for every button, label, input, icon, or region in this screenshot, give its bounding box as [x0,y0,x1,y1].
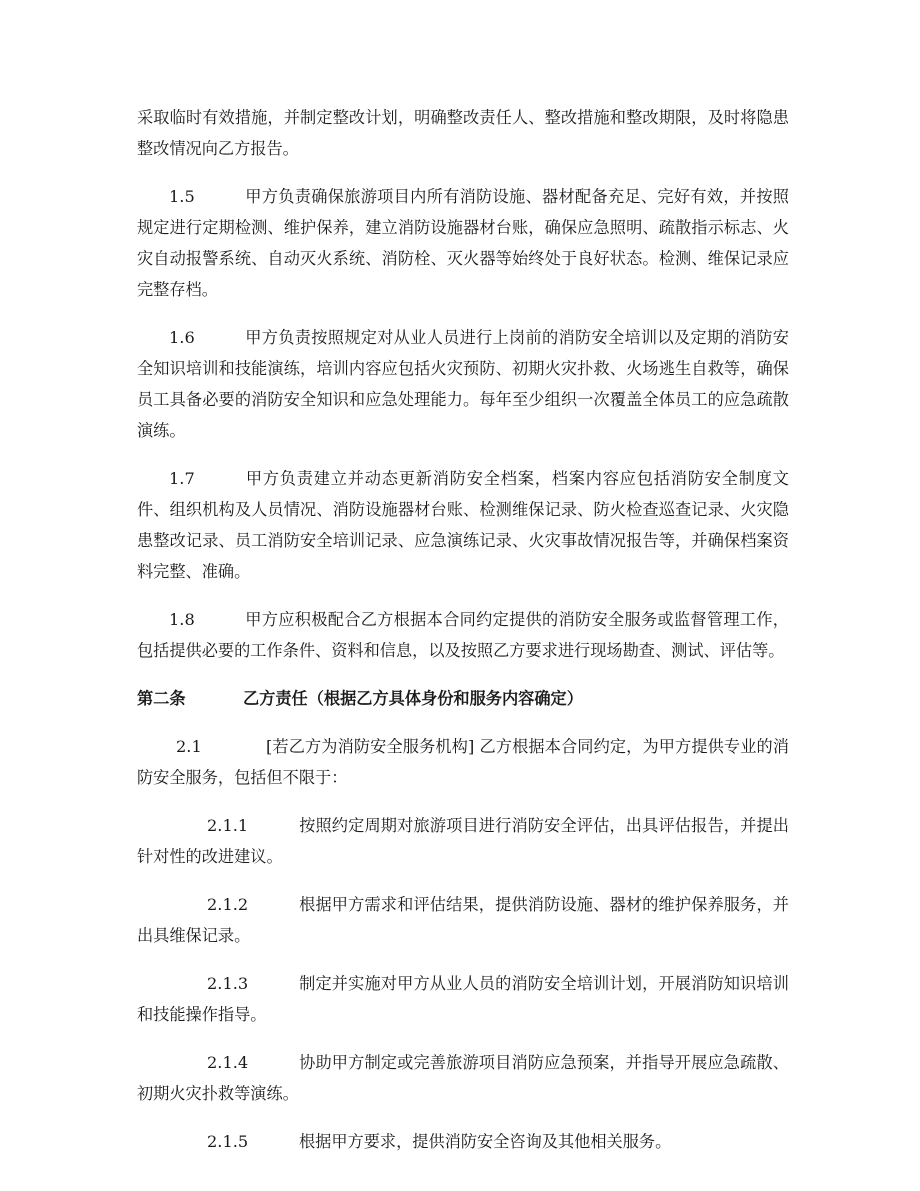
clause-number: 2.1.3 [207,974,249,993]
paragraph-text: 根据甲方要求，提供消防安全咨询及其他相关服务。 [299,1132,672,1151]
article-title: 乙方责任（根据乙方具体身份和服务内容确定） [243,689,583,708]
clause-number: 2.1 [176,737,202,756]
paragraph-1-7 [137,463,789,587]
item-2-1-4 [137,1047,789,1109]
paragraph-text: 甲方应积极配合乙方根据本合同约定提供的消防安全服务或监督管理工作，包括提供必要的工作条件、资料和信息，以及按照乙方要求进行现场勘查、测试、评估等。 [137,610,789,660]
clause-number: 1.8 [169,610,195,629]
item-2-1-1 [137,810,789,872]
paragraph-text: 协助甲方制定或完善旅游项目消防应急预案，并指导开展应急疏散、初期火灾扑救等演练。 [137,1053,789,1103]
paragraph-continued [137,102,789,164]
clause-number: 1.6 [169,328,195,347]
article-heading [137,683,789,714]
item-2-1-3 [137,968,789,1030]
paragraph-text: 甲方负责确保旅游项目内所有消防设施、器材配备充足、完好有效，并按照规定进行定期检测、维护保养，建立消防设施器材台账，确保应急照明、疏散指示标志、火灾自动报警系统、自动灭火系统、消防栓、灭火器等始终处于良好状态。检测、维保记录应完整存档。 [137,187,789,299]
paragraph-1-5 [137,181,789,305]
paragraph-text: 采取临时有效措施，并制定整改计划，明确整改责任人、整改措施和整改期限，及时将隐患整改情况向乙方报告。 [137,108,789,158]
paragraph-2-1 [137,731,789,793]
clause-number: 2.1.4 [207,1053,249,1072]
paragraph-1-6 [137,322,789,446]
article-number: 第二条 [137,689,186,708]
item-2-1-5 [137,1126,789,1157]
clause-number: 1.5 [169,187,195,206]
clause-number: 1.7 [169,469,195,488]
paragraph-1-8 [137,604,789,666]
paragraph-text: [若乙方为消防安全服务机构] 乙方根据本合同约定，为甲方提供专业的消防安全服务，包括但不限于： [137,737,789,787]
clause-number: 2.1.2 [207,895,249,914]
document-page [137,102,789,1174]
paragraph-text: 按照约定周期对旅游项目进行消防安全评估，出具评估报告，并提出针对性的改进建议。 [137,816,789,866]
paragraph-text: 制定并实施对甲方从业人员的消防安全培训计划，开展消防知识培训和技能操作指导。 [137,974,789,1024]
paragraph-text: 甲方负责建立并动态更新消防安全档案，档案内容应包括消防安全制度文件、组织机构及人员情况、消防设施器材台账、检测维保记录、防火检查巡查记录、火灾隐患整改记录、员工消防安全培训记录、应急演练记录、火灾事故情况报告等，并确保档案资料完整、准确。 [137,469,789,581]
clause-number: 2.1.1 [207,816,249,835]
paragraph-text: 根据甲方需求和评估结果，提供消防设施、器材的维护保养服务，并出具维保记录。 [137,895,789,945]
item-2-1-2 [137,889,789,951]
paragraph-text: 甲方负责按照规定对从业人员进行上岗前的消防安全培训以及定期的消防安全知识培训和技能演练，培训内容应包括火灾预防、初期火灾扑救、火场逃生自救等，确保员工具备必要的消防安全知识和应急处理能力。每年至少组织一次覆盖全体员工的应急疏散演练。 [137,328,789,440]
clause-number: 2.1.5 [207,1132,249,1151]
